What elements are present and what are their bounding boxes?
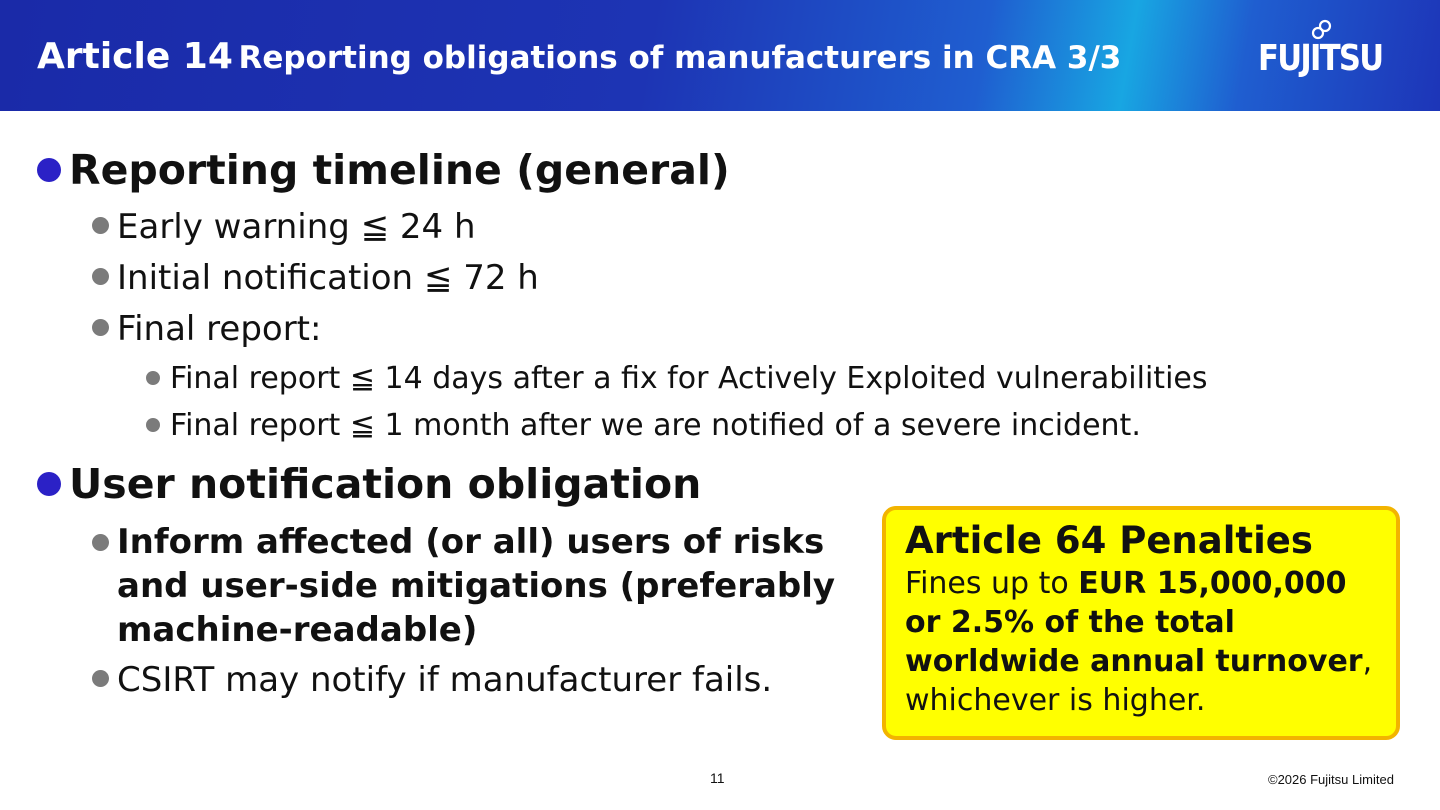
section-heading-user-notification: User notification obligation xyxy=(37,460,701,508)
penalty-callout xyxy=(882,506,1400,740)
penalty-title: Article 64 Penalties xyxy=(905,519,1313,562)
slide-header xyxy=(0,0,1440,111)
bullet-dot xyxy=(92,670,109,687)
copyright-notice: ©2026 Fujitsu Limited xyxy=(1268,772,1394,787)
section-heading-timeline: Reporting timeline (general) xyxy=(37,146,730,194)
fujitsu-logo: FUJITSU xyxy=(1258,38,1383,79)
list-item: Early warning ≦ 24 h xyxy=(92,207,476,247)
list-item: Final report: xyxy=(92,309,321,349)
bullet-dot xyxy=(37,472,61,496)
penalty-text: Fines up to EUR 15,000,000 or 2.5% of the total worldwide annual turnover, whichever is higher. xyxy=(905,566,1373,718)
list-item: Initial notification ≦ 72 h xyxy=(92,258,539,298)
bullet-dot xyxy=(92,268,109,285)
bullet-dot xyxy=(92,319,109,336)
sub-list-item: Final report ≦ 1 month after we are notified of a severe incident. xyxy=(146,408,1141,443)
page-number: 11 xyxy=(710,770,725,786)
bullet-dot xyxy=(146,371,160,385)
title-prefix: Article 14 xyxy=(37,36,233,77)
slide-title xyxy=(37,36,1121,77)
list-item: CSIRT may notify if manufacturer fails. xyxy=(92,660,772,700)
sub-list-item: Final report ≦ 14 days after a fix for Actively Exploited vulnerabilities xyxy=(146,361,1208,396)
bullet-dot xyxy=(37,158,61,182)
bullet-dot xyxy=(92,534,109,551)
bullet-dot xyxy=(146,418,160,432)
title-text: Reporting obligations of manufacturers in CRA 3/3 xyxy=(238,40,1122,76)
bold-list-item: Inform affected (or all) users of risks and user-side mitigations (preferably machine-readable) xyxy=(117,522,836,650)
bullet-dot xyxy=(92,217,109,234)
